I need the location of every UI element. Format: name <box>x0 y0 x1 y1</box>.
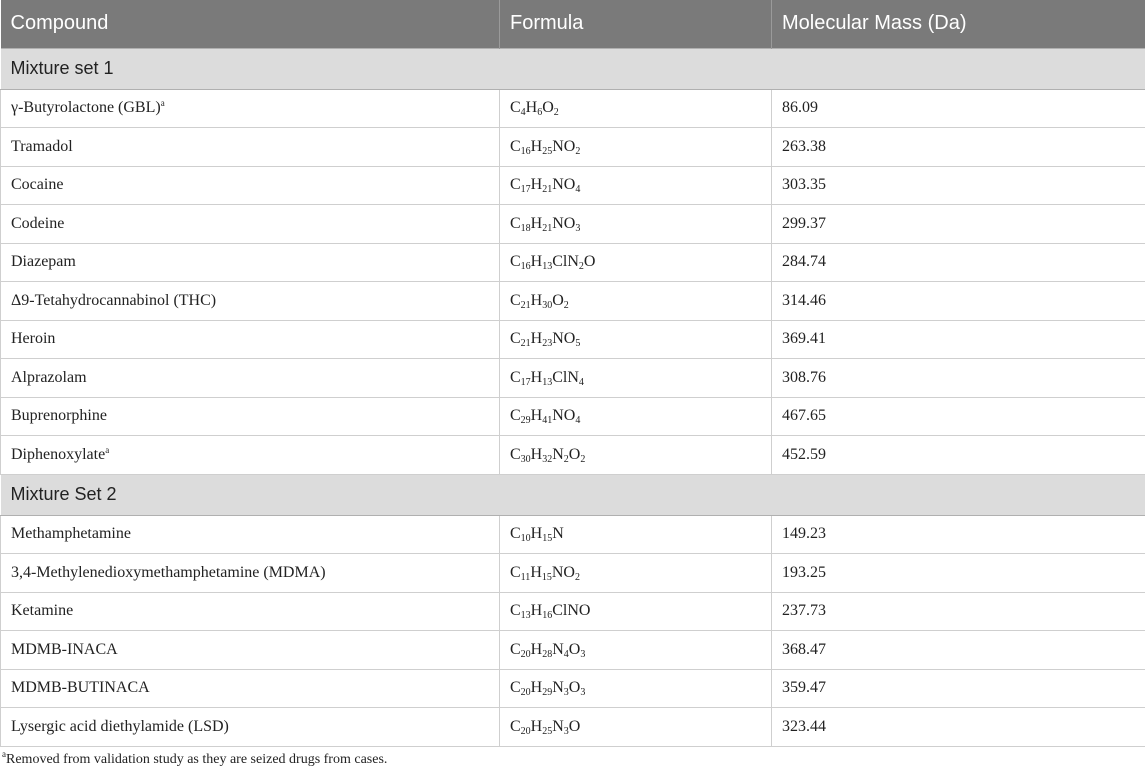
header-molecular-mass: Molecular Mass (Da) <box>772 0 1145 48</box>
mass-cell: 467.65 <box>772 397 1145 436</box>
table-row <box>1 359 1145 398</box>
formula-element: C <box>510 99 521 117</box>
formula-element: H <box>530 525 543 543</box>
formula-element: C <box>510 640 521 658</box>
footnote-marker: a <box>105 444 110 455</box>
compound-cell <box>1 515 500 554</box>
formula-subscript: 15 <box>542 533 553 545</box>
table-row <box>1 631 1145 670</box>
table-body <box>1 48 1145 746</box>
formula-element: H <box>530 291 543 309</box>
compound-cell <box>1 320 500 359</box>
formula-subscript: 2 <box>575 145 581 157</box>
compound-name: 3,4-Methylenedioxymethamphetamine (MDMA) <box>11 563 326 581</box>
compound-cell <box>1 166 500 205</box>
mass-cell: 368.47 <box>772 631 1145 670</box>
formula-element: C <box>510 137 521 155</box>
formula-element: ClN <box>552 368 579 386</box>
compound-cell <box>1 708 500 747</box>
formula-element: N <box>552 445 564 463</box>
table-row <box>1 243 1145 282</box>
formula-element: C <box>510 368 521 386</box>
formula-element: H <box>530 214 543 232</box>
formula-subscript: 5 <box>575 338 581 350</box>
table-row <box>1 320 1145 359</box>
formula-subscript: 3 <box>575 222 581 234</box>
footnote-text: Removed from validation study as they are seized drugs from cases. <box>6 752 388 767</box>
table-row <box>1 669 1145 708</box>
mass-cell: 323.44 <box>772 708 1145 747</box>
mass-cell: 359.47 <box>772 669 1145 708</box>
mass-cell: 308.76 <box>772 359 1145 398</box>
formula-element: C <box>510 602 521 620</box>
formula-element: NO <box>552 137 576 155</box>
compound-name: MDMB-BUTINACA <box>11 679 150 697</box>
compound-name: Heroin <box>11 330 56 348</box>
formula-element: C <box>510 525 521 543</box>
compound-name: Alprazolam <box>11 368 87 386</box>
formula-element: C <box>510 214 521 232</box>
mass-cell: 303.35 <box>772 166 1145 205</box>
formula-subscript: 4 <box>575 415 581 427</box>
formula-subscript: 25 <box>542 145 553 157</box>
table-row <box>1 89 1145 128</box>
formula-subscript: 28 <box>542 648 553 660</box>
formula-subscript: 15 <box>541 571 552 583</box>
formula-cell <box>500 708 772 747</box>
formula-subscript: 2 <box>563 453 569 465</box>
formula-subscript: 29 <box>542 687 553 699</box>
formula-element: C <box>510 563 521 581</box>
mass-cell: 237.73 <box>772 592 1145 631</box>
formula-element: C <box>510 291 521 309</box>
compound-name: Tramadol <box>11 137 73 155</box>
formula-element: H <box>530 137 543 155</box>
formula-subscript: 2 <box>578 261 584 273</box>
footnote-mark: a <box>2 749 6 759</box>
formula-element: C <box>510 445 521 463</box>
formula-subscript: 25 <box>542 725 553 737</box>
formula-subscript: 30 <box>520 453 531 465</box>
formula-element: H <box>530 563 542 581</box>
formula-element: N <box>552 679 564 697</box>
formula-subscript: 4 <box>578 376 584 388</box>
mass-cell: 86.09 <box>772 89 1145 128</box>
formula-element: H <box>525 99 538 117</box>
formula-cell <box>500 89 772 128</box>
compound-cell <box>1 631 500 670</box>
compound-name: Diazepam <box>11 253 76 271</box>
header-row <box>1 0 1145 48</box>
formula-subscript: 2 <box>580 453 586 465</box>
compound-name: Cocaine <box>11 176 64 194</box>
header-formula: Formula <box>500 0 772 48</box>
formula-element: C <box>510 176 521 194</box>
compound-name: MDMB-INACA <box>11 640 118 658</box>
section-row <box>1 474 1145 515</box>
compound-name: Codeine <box>11 214 65 232</box>
compound-cell <box>1 436 500 475</box>
mass-cell: 369.41 <box>772 320 1145 359</box>
mass-cell: 284.74 <box>772 243 1145 282</box>
formula-subscript: 20 <box>520 648 531 660</box>
table-row <box>1 436 1145 475</box>
compound-cell <box>1 669 500 708</box>
formula-element: N <box>552 717 564 735</box>
formula-subscript: 20 <box>520 687 531 699</box>
formula-subscript: 2 <box>574 571 580 583</box>
formula-cell <box>500 436 772 475</box>
table-row <box>1 554 1145 593</box>
formula-element: H <box>530 176 543 194</box>
formula-element: NO <box>552 407 576 425</box>
mass-cell: 452.59 <box>772 436 1145 475</box>
compound-cell <box>1 243 500 282</box>
footnote-marker: a <box>160 98 165 109</box>
formula-cell <box>500 205 772 244</box>
formula-cell <box>500 631 772 670</box>
compound-cell <box>1 359 500 398</box>
formula-subscript: 2 <box>553 107 559 119</box>
formula-element: NO <box>552 176 576 194</box>
compound-cell <box>1 592 500 631</box>
formula-element: ClN <box>552 253 579 271</box>
formula-element: H <box>530 407 543 425</box>
formula-element: NO <box>552 214 576 232</box>
compound-name: Methamphetamine <box>11 525 131 543</box>
formula-subscript: 16 <box>542 610 553 622</box>
formula-subscript: 41 <box>542 415 553 427</box>
compound-cell <box>1 282 500 321</box>
compound-cell <box>1 205 500 244</box>
formula-cell <box>500 397 772 436</box>
formula-cell <box>500 282 772 321</box>
formula-element: O <box>568 679 581 697</box>
formula-element: NO <box>551 563 575 581</box>
formula-element: H <box>530 253 543 271</box>
formula-subscript: 3 <box>563 725 569 737</box>
formula-element: C <box>510 679 521 697</box>
formula-subscript: 4 <box>563 648 569 660</box>
formula-subscript: 16 <box>520 145 531 157</box>
formula-element: O <box>542 99 554 117</box>
formula-cell <box>500 359 772 398</box>
compound-name: Δ9-Tetahydrocannabinol (THC) <box>11 291 217 309</box>
formula-element: NO <box>552 330 576 348</box>
header-compound: Compound <box>1 0 500 48</box>
formula-subscript: 17 <box>520 184 531 196</box>
formula-subscript: 32 <box>542 453 553 465</box>
mass-cell: 314.46 <box>772 282 1145 321</box>
formula-cell <box>500 515 772 554</box>
formula-element: O <box>568 640 581 658</box>
formula-element: O <box>568 445 581 463</box>
formula-cell <box>500 128 772 167</box>
formula-subscript: 17 <box>520 376 531 388</box>
formula-subscript: 23 <box>542 338 553 350</box>
formula-element: C <box>510 717 521 735</box>
formula-element: C <box>510 253 521 271</box>
section-title: Mixture set 1 <box>1 48 1145 89</box>
formula-subscript: 10 <box>520 533 531 545</box>
table-row <box>1 166 1145 205</box>
formula-element: H <box>530 640 543 658</box>
compound-name: γ-Butyrolactone (GBL) <box>11 99 161 117</box>
formula-element: H <box>530 602 543 620</box>
formula-element: C <box>510 330 521 348</box>
compound-name: Ketamine <box>11 602 74 620</box>
table-row <box>1 592 1145 631</box>
formula-element: N <box>552 525 564 543</box>
formula-subscript: 29 <box>520 415 531 427</box>
formula-subscript: 4 <box>520 107 526 119</box>
formula-subscript: 13 <box>542 376 553 388</box>
formula-subscript: 6 <box>537 107 543 119</box>
table-row <box>1 397 1145 436</box>
section-row <box>1 48 1145 89</box>
table-row <box>1 205 1145 244</box>
formula-element: H <box>530 368 543 386</box>
compound-cell <box>1 554 500 593</box>
formula-subscript: 30 <box>542 299 553 311</box>
formula-element: H <box>530 330 543 348</box>
formula-element: O <box>568 717 581 735</box>
formula-cell <box>500 243 772 282</box>
formula-subscript: 13 <box>520 610 531 622</box>
formula-subscript: 3 <box>580 687 586 699</box>
mass-cell: 299.37 <box>772 205 1145 244</box>
footnote <box>2 749 388 768</box>
compound-name: Buprenorphine <box>11 407 107 425</box>
formula-subscript: 13 <box>542 261 553 273</box>
table-row <box>1 282 1145 321</box>
formula-subscript: 3 <box>580 648 586 660</box>
formula-element: C <box>510 407 521 425</box>
formula-element: H <box>530 445 543 463</box>
formula-element: H <box>530 717 543 735</box>
formula-element: O <box>583 253 596 271</box>
mass-cell: 263.38 <box>772 128 1145 167</box>
formula-subscript: 21 <box>520 299 531 311</box>
section-title: Mixture Set 2 <box>1 474 1145 515</box>
mass-cell: 149.23 <box>772 515 1145 554</box>
formula-cell <box>500 320 772 359</box>
mass-cell: 193.25 <box>772 554 1145 593</box>
formula-subscript: 11 <box>520 571 531 583</box>
formula-subscript: 21 <box>542 222 553 234</box>
formula-element: H <box>530 679 543 697</box>
table-row <box>1 708 1145 747</box>
formula-cell <box>500 166 772 205</box>
compound-name: Diphenoxylate <box>11 445 106 463</box>
formula-subscript: 18 <box>520 222 531 234</box>
compound-cell <box>1 397 500 436</box>
formula-subscript: 16 <box>520 261 531 273</box>
compound-cell <box>1 128 500 167</box>
compound-cell <box>1 89 500 128</box>
formula-subscript: 20 <box>520 725 531 737</box>
formula-subscript: 3 <box>563 687 569 699</box>
formula-cell <box>500 669 772 708</box>
formula-cell <box>500 592 772 631</box>
table-row <box>1 128 1145 167</box>
formula-subscript: 4 <box>575 184 581 196</box>
formula-element: ClNO <box>552 602 591 620</box>
formula-cell <box>500 554 772 593</box>
formula-element: N <box>552 640 564 658</box>
formula-subscript: 21 <box>542 184 553 196</box>
formula-element: O <box>552 291 564 309</box>
formula-subscript: 21 <box>520 338 531 350</box>
compound-name: Lysergic acid diethylamide (LSD) <box>11 717 229 735</box>
formula-subscript: 2 <box>563 299 569 311</box>
table-row <box>1 515 1145 554</box>
